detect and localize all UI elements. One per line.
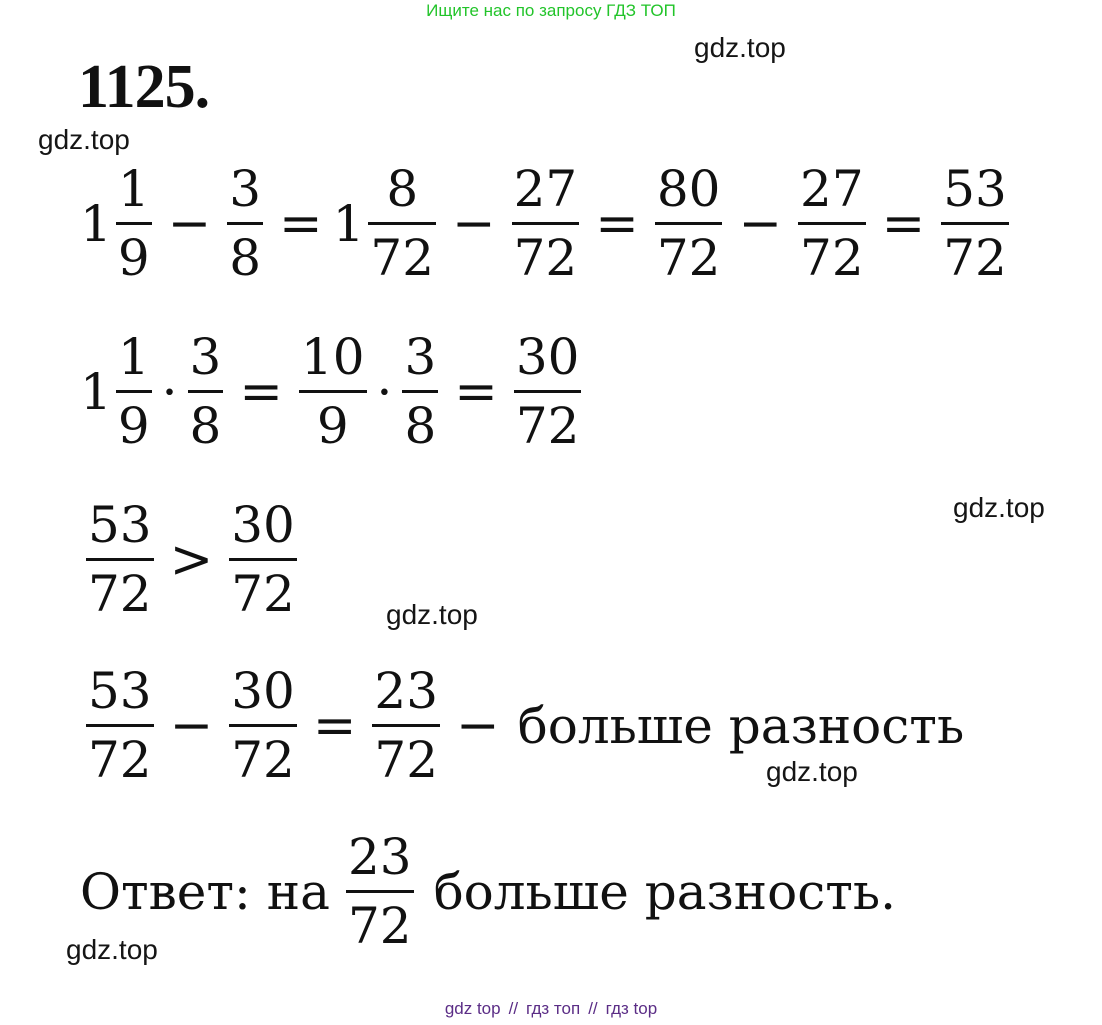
fraction: $\frac{3}{8}$ [229,160,262,287]
footer-separator: // [508,999,519,1018]
difference-line [80,662,964,789]
fraction: $\frac{53}{72}$ [88,496,152,623]
fraction: $\frac{30}{72}$ [231,662,295,789]
answer-line [80,828,896,955]
fraction: $\frac{27}{72}$ [800,160,864,287]
answer-label: Ответ: на [80,862,330,921]
equation-line-1 [80,160,1015,287]
fraction: $\frac{23}{72}$ [374,662,439,789]
fraction: $\frac{30}{72}$ [515,328,580,455]
problem-number: 1125. [78,53,210,121]
watermark: gdz.top [386,599,478,630]
operator: − [738,193,783,254]
fraction: $\frac{10}{9}$ [300,328,365,455]
fraction: $\frac{23}{72}$ [347,828,412,955]
watermark: gdz.top [766,756,858,787]
footer-link[interactable]: гдз топ [526,999,581,1018]
whole-part: 1 [80,362,112,421]
whole-part: 1 [80,194,112,253]
answer-text: больше разность. [433,862,897,921]
conclusion-text: больше разность [517,696,965,755]
fraction: $\frac{80}{72}$ [656,160,721,287]
ad-banner[interactable]: Ищите нас по запросу ГДЗ ТОП [426,1,676,20]
footer [0,999,1102,1019]
fraction: $\frac{30}{72}$ [231,496,295,623]
equals-sign: = [454,361,498,422]
equals-sign: = [239,361,283,422]
multiply-dot: · [376,362,393,421]
footer-link[interactable]: гдз top [605,999,658,1018]
operator: − [452,193,496,254]
fraction: $\frac{53}{72}$ [943,160,1007,287]
whole-part: 1 [332,194,365,253]
multiply-dot: · [161,362,178,421]
fraction: $\frac{3}{8}$ [189,328,222,455]
watermark: gdz.top [694,32,786,63]
fraction: $\frac{1}{9}$ [117,328,150,455]
comparison-line [80,496,303,623]
equals-sign: = [279,193,323,254]
watermark: gdz.top [66,934,158,965]
footer-separator: // [588,999,598,1018]
fraction: $\frac{3}{8}$ [404,328,437,455]
equals-sign: = [881,193,926,254]
fraction: $\frac{27}{72}$ [513,160,578,287]
footer-link[interactable]: gdz top [444,999,501,1018]
dash: − [456,695,500,756]
operator: − [167,193,212,254]
equals-sign: = [312,695,357,756]
equals-sign: = [595,193,639,254]
watermark: gdz.top [38,124,130,155]
operator: − [169,695,214,756]
greater-than-sign: > [169,529,214,590]
watermark: gdz.top [953,492,1045,523]
equation-line-2 [80,328,587,455]
fraction: $\frac{53}{72}$ [88,662,152,789]
fraction: $\frac{8}{72}$ [370,160,435,287]
fraction: $\frac{1}{9}$ [117,160,150,287]
